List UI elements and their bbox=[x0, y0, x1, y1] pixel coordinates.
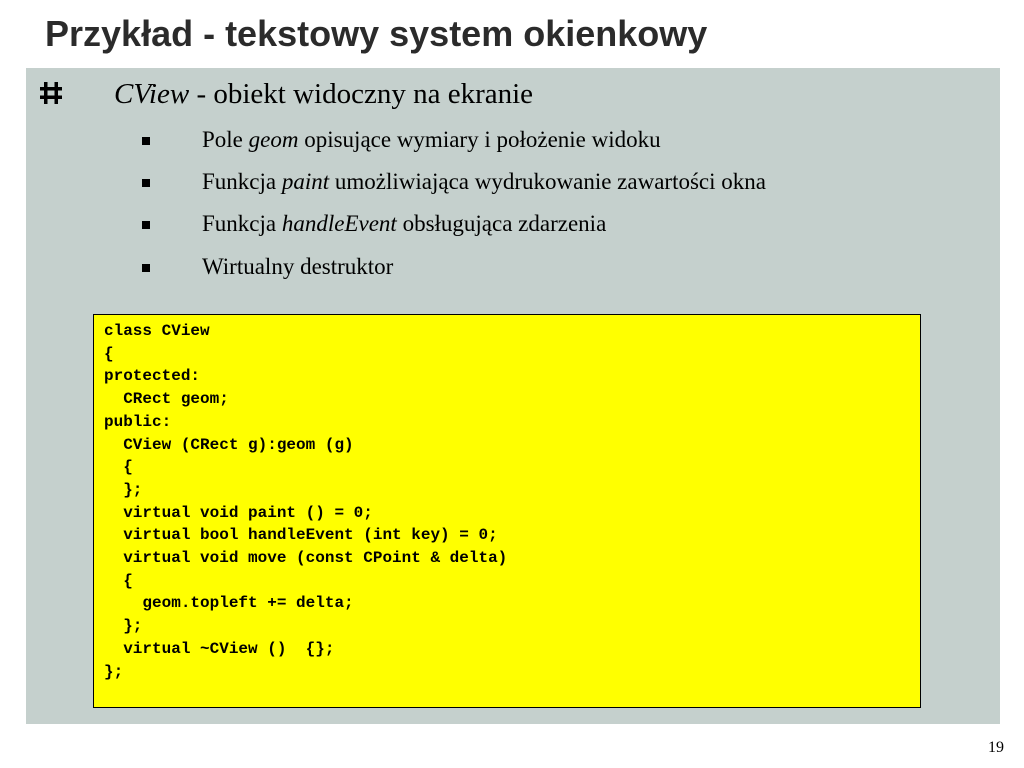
main-bullet-description: - obiekt widoczny na ekranie bbox=[189, 78, 534, 110]
sub-bullet-text bbox=[202, 209, 606, 239]
square-bullet-icon bbox=[142, 137, 150, 145]
square-bullet-icon bbox=[142, 179, 150, 187]
sub-bullet-text-part: Pole bbox=[202, 127, 249, 152]
sub-bullet-text-part: Funkcja bbox=[202, 169, 282, 194]
sub-bullet-text-part: Funkcja bbox=[202, 211, 282, 236]
sub-bullet-text-part: Wirtualny destruktor bbox=[202, 254, 394, 279]
sub-bullet-text-part: obsługująca zdarzenia bbox=[396, 211, 607, 236]
code-listing: class CView { protected: CRect geom; public: CView (CRect g):geom (g) { }; virtual void paint () = 0; virtual bool handleEvent (int key) = 0; virtual void move (const CPoint & delta) { geom.topleft += delta; }; virtual ~CView () {}; }; bbox=[104, 322, 508, 681]
sub-bullet-text-part: umożliwiająca wydrukowanie zawartości okna bbox=[329, 169, 766, 194]
sub-bullet-text bbox=[202, 125, 661, 155]
main-bullet-term: CView bbox=[114, 78, 190, 110]
slide-title: Przykład - tekstowy system okienkowy bbox=[45, 13, 708, 54]
sub-bullet-text bbox=[202, 252, 393, 282]
hash-bullet-icon bbox=[38, 80, 64, 106]
sub-bullet-text-part: opisujące wymiary i położenie widoku bbox=[298, 127, 661, 152]
sub-bullet-italic-term: geom bbox=[248, 127, 299, 152]
content-panel bbox=[26, 68, 1000, 724]
main-bullet-text bbox=[114, 76, 533, 112]
sub-bullet-text bbox=[202, 167, 766, 197]
sub-bullet-italic-term: paint bbox=[281, 169, 330, 194]
sub-bullet-italic-term: handleEvent bbox=[281, 211, 397, 236]
code-listing-box bbox=[93, 314, 921, 708]
page-number: 19 bbox=[988, 739, 1004, 756]
square-bullet-icon bbox=[142, 221, 150, 229]
square-bullet-icon bbox=[142, 264, 150, 272]
